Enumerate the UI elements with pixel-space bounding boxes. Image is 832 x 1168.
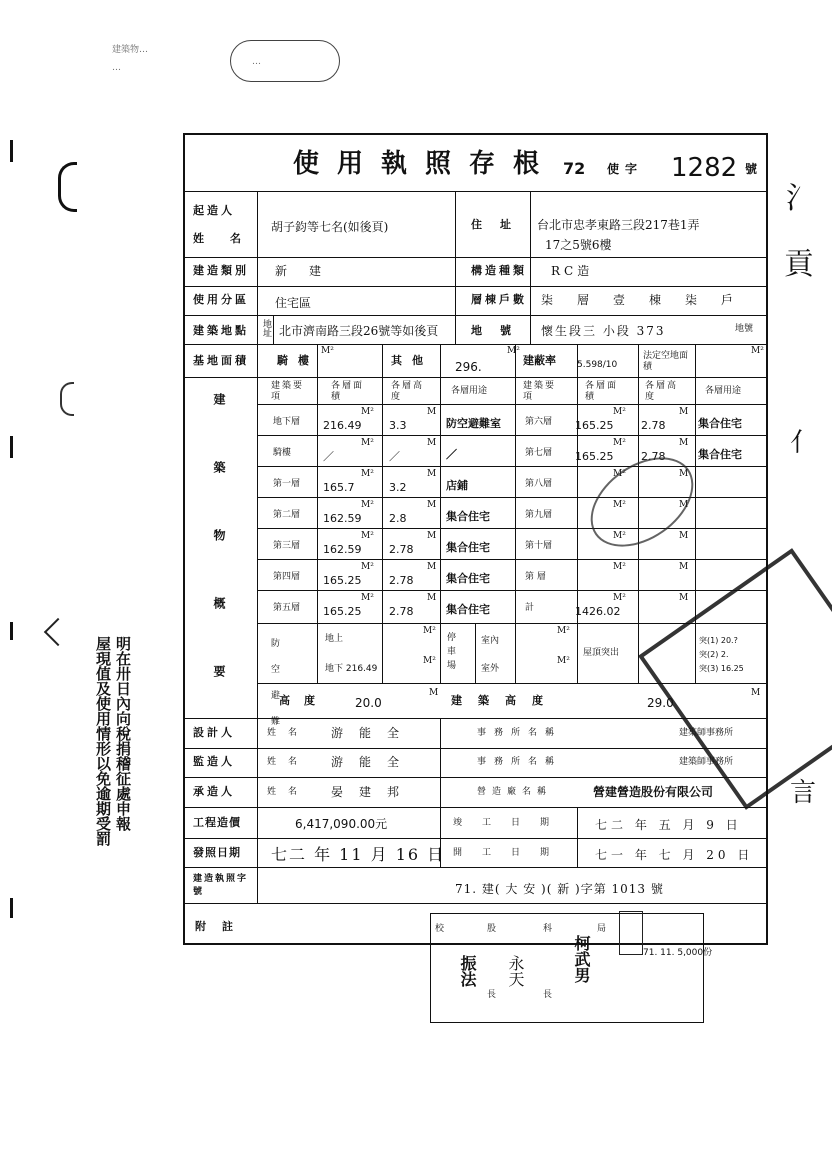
binding-mark [10, 140, 13, 162]
header-stamp [112, 44, 337, 86]
applicant-name: 胡子鈞等七名(如後頁) [271, 220, 389, 234]
building-permit-value: 71. 建( 大 安 )( 新 )字第 1013 號 [455, 882, 664, 896]
shelter-below: 地下 216.49 [325, 664, 378, 674]
unit-m2: M² [321, 346, 334, 356]
hole-punch-mark [58, 162, 77, 212]
unit-m: M [679, 469, 689, 479]
unit-m2: M² [361, 531, 374, 541]
suffix-2: 長 [543, 990, 553, 1000]
designer-name: 游能全 [331, 726, 416, 740]
unit-m: M [751, 688, 761, 698]
site-area-label: 基地面積 [193, 354, 249, 367]
suffix-1: 長 [487, 990, 497, 1000]
seal-box-icon [619, 911, 643, 955]
rule [185, 377, 766, 378]
floor-label: 第一層 [273, 479, 301, 489]
unit-m2: M² [361, 407, 374, 417]
floor-area: ／ [323, 450, 334, 463]
rule [185, 286, 766, 287]
designer-label: 設計人 [193, 726, 235, 739]
officer-2-seal: 永天 [506, 955, 525, 987]
cost-label: 工程造價 [193, 816, 241, 829]
unit-m: M [429, 688, 439, 698]
floor-label: 地下層 [273, 417, 301, 427]
floor-label: 第 層 [525, 572, 546, 582]
rule [455, 316, 456, 344]
rule [475, 623, 476, 683]
rule [257, 435, 766, 436]
roof-value-2: 突(2) 2. [699, 650, 729, 659]
unit-m: M [679, 500, 689, 510]
officer-3-seal: 柯武男 [572, 935, 591, 983]
completion-value: 七二 年 五 月 9 日 [595, 818, 742, 832]
address-line-2: 17之5號6樓 [545, 238, 612, 252]
header-seal-text: … [252, 57, 261, 67]
floor-label: 第五層 [273, 603, 301, 613]
supervisor-name: 游能全 [331, 755, 416, 769]
rule [577, 807, 578, 868]
height-label: 高度 [279, 694, 329, 707]
col-height-header-right: 各層高度 [645, 381, 679, 402]
cost-value: 6,417,090.00元 [295, 817, 388, 831]
designer-name-label: 姓名 [267, 728, 310, 738]
unit-m: M [427, 438, 437, 448]
overview-vertical-label: 建築物概要 [212, 393, 226, 733]
binding-mark [10, 898, 13, 918]
designer-office-label: 事務所名稱 [477, 728, 563, 738]
unit-m2: M² [613, 531, 626, 541]
edge-mark: 貢 [784, 247, 814, 282]
unit-m2: M² [751, 346, 764, 356]
unit-m: M [679, 407, 689, 417]
unit-m2: M² [361, 593, 374, 603]
use-zone-label: 使用分區 [193, 293, 249, 306]
site-addr-tag: 地址 [261, 319, 271, 337]
rule [185, 777, 766, 778]
rule [257, 590, 766, 591]
site-area-other-value: 296. [455, 360, 482, 374]
rule [317, 344, 318, 683]
floor-label: 第九層 [525, 510, 553, 520]
rule [257, 528, 766, 529]
rule [185, 903, 766, 904]
unit-m2: M² [557, 626, 570, 636]
floor-use: ／ [446, 448, 457, 461]
roof-value-1: 突(1) 20.? [699, 636, 738, 645]
col-item-header: 建築要項 [271, 381, 305, 402]
floor-height: 3.2 [389, 481, 407, 494]
designer-office-suffix: 建築師事務所 [679, 728, 734, 738]
parking-indoor: 室內 [481, 636, 500, 646]
floor-area: 165.7 [323, 481, 355, 494]
permit-suffix: 號 [745, 162, 758, 176]
rule [185, 344, 766, 345]
floor-label: 第四層 [273, 572, 301, 582]
building-permit-label: 建造執照字號 [193, 874, 249, 897]
approval-stamp-2: 股 [487, 924, 497, 934]
contractor-name-label: 姓名 [267, 787, 310, 797]
approval-stamp-4: 局 [597, 924, 607, 934]
lot-value: 懷生段三 小段 373 [541, 324, 666, 338]
approval-stamp-1: 校 [435, 924, 445, 934]
binding-mark [10, 622, 13, 640]
floor-height: 2.78 [389, 605, 414, 618]
site-label: 建築地點 [193, 324, 249, 337]
binding-mark [10, 436, 13, 458]
print-note: 71. 11. 5,000份 [643, 948, 713, 958]
coverage-ratio-value: 5.598/10 [577, 360, 618, 370]
side-note-left-col: 屋現值及使用情形以免逾期受罰 [94, 636, 112, 846]
floor-area: 162.59 [323, 512, 362, 525]
unit-m2: M² [361, 438, 374, 448]
floors-units-label: 層棟戶數 [471, 293, 527, 306]
supervisor-label: 監造人 [193, 755, 235, 768]
header-stamp-line2: … [112, 63, 121, 73]
start-date-label: 開工日期 [453, 848, 570, 858]
rule [257, 559, 766, 560]
rule [185, 191, 766, 192]
contractor-label: 承造人 [193, 785, 235, 798]
rule [257, 404, 766, 405]
unit-m2: M² [613, 469, 626, 479]
floor-height: 2.78 [641, 450, 666, 463]
unit-m2: M² [557, 656, 570, 666]
rule [273, 316, 274, 344]
floor-height: 2.78 [389, 543, 414, 556]
floor-height: ／ [389, 450, 400, 463]
hole-punch-mark [60, 382, 74, 416]
rule [577, 623, 578, 683]
floor-area: 1426.02 [575, 605, 621, 618]
parking-label: 停車場 [447, 633, 457, 671]
edge-mark: 言 [790, 778, 817, 808]
floor-use: 集合住宅 [446, 510, 490, 523]
roof-value-3: 突(3) 16.25 [699, 664, 744, 673]
contractor-company: 營建營造股份有限公司 [593, 785, 714, 799]
site-value: 北市濟南路三段26號等如後頁 [279, 324, 439, 338]
col-area-header-right: 各層面積 [585, 381, 619, 402]
approval-stamp-3: 科 [543, 924, 553, 934]
col-item-header-right: 建築要項 [523, 381, 557, 402]
officer-1-seal: 振法 [458, 955, 477, 987]
floor-label: 第六層 [525, 417, 553, 427]
height-value: 20.0 [355, 696, 382, 710]
unit-m: M [679, 531, 689, 541]
floor-use: 防空避難室 [446, 417, 501, 430]
permit-stub-form [183, 133, 768, 1000]
floor-label: 第三層 [273, 541, 301, 551]
permit-char: 使字 [607, 162, 644, 176]
edge-mark: 亻 [790, 428, 817, 458]
floor-height: 3.3 [389, 419, 407, 432]
total-height-value: 29.0 [647, 696, 674, 710]
issue-date-value: 七二 年 11 月 16 日 [271, 845, 446, 864]
floor-label: 騎樓 [273, 448, 292, 458]
unit-m2: M² [613, 593, 626, 603]
supervisor-office-label: 事務所名稱 [477, 757, 563, 767]
use-zone-value: 住宅區 [275, 296, 312, 310]
header-stamp-line1: 建築物… [112, 45, 149, 55]
rule [257, 191, 258, 903]
rule [515, 623, 516, 683]
rule [185, 748, 766, 749]
unit-m2: M² [507, 346, 520, 356]
floor-use: 集合住宅 [446, 541, 490, 554]
floor-use: 集合住宅 [698, 417, 742, 430]
floor-area: 165.25 [323, 605, 362, 618]
floor-label: 第八層 [525, 479, 553, 489]
unit-m2: M² [423, 656, 436, 666]
form-title: 使用執照存根 [293, 149, 558, 179]
parking-outdoor: 室外 [481, 664, 500, 674]
floor-height: 2.78 [389, 574, 414, 587]
floor-area: 216.49 [323, 419, 362, 432]
col-use-header-right: 各層用途 [705, 386, 742, 396]
rule [530, 191, 531, 344]
shelter-above: 地上 [325, 634, 344, 644]
supervisor-office-suffix: 建築師事務所 [679, 757, 734, 767]
floor-height: 2.8 [389, 512, 407, 525]
floor-area: 165.25 [575, 450, 614, 463]
start-date-value: 七一 年 七 月 20 日 [595, 848, 754, 862]
open-space-label: 法定空地面積 [643, 351, 689, 372]
unit-m2: M² [613, 407, 626, 417]
structure-type-label: 構造種類 [471, 264, 527, 277]
unit-m: M [427, 407, 437, 417]
floor-area: 165.25 [323, 574, 362, 587]
col-area-header: 各層面積 [331, 381, 365, 402]
permit-year: 72 [563, 159, 586, 178]
floor-use: 集合住宅 [446, 603, 490, 616]
issue-date-label: 發照日期 [193, 846, 241, 859]
address-line-1: 台北市忠孝東路三段217巷1弄 [537, 218, 700, 232]
rule [257, 838, 258, 903]
unit-m: M [427, 500, 437, 510]
rule [185, 867, 766, 868]
col-use-header: 各層用途 [451, 386, 488, 396]
rule [185, 257, 766, 258]
unit-m: M [679, 562, 689, 572]
building-category-value: 新建 [275, 264, 344, 278]
contractor-company-label: 營造廠名稱 [477, 787, 553, 797]
supervisor-name-label: 姓名 [267, 757, 310, 767]
floor-area: 162.59 [323, 543, 362, 556]
hole-punch-mark [44, 618, 72, 646]
lot-suffix: 地號 [735, 324, 754, 334]
round-seal-icon [230, 40, 340, 82]
corner-seal-icon [638, 548, 832, 810]
floor-label: 計 [525, 603, 535, 613]
site-area-other-label: 其他 [391, 354, 433, 367]
floor-label: 第二層 [273, 510, 301, 520]
site-area-arcade-label: 騎樓 [277, 354, 319, 367]
rule [185, 807, 766, 808]
unit-m2: M² [613, 562, 626, 572]
rule [382, 344, 383, 683]
structure-type-value: RC造 [551, 264, 594, 278]
applicant-label-1: 起造人 [193, 204, 235, 217]
shelter-label: 防空避難 [271, 639, 281, 727]
unit-m2: M² [361, 500, 374, 510]
coverage-ratio-label: 建蔽率 [523, 354, 556, 367]
floor-label: 第十層 [525, 541, 553, 551]
unit-m: M [679, 438, 689, 448]
address-label: 住址 [471, 218, 529, 231]
floor-use: 店鋪 [446, 479, 468, 492]
total-height-label: 建築高度 [451, 694, 559, 707]
unit-m2: M² [361, 469, 374, 479]
unit-m2: M² [361, 562, 374, 572]
rule [185, 838, 766, 839]
floor-height: 2.78 [641, 419, 666, 432]
unit-m2: M² [613, 500, 626, 510]
unit-m: M [679, 593, 689, 603]
note-label: 附註 [195, 920, 249, 933]
completion-label: 竣工日期 [453, 818, 570, 828]
contractor-name: 晏建邦 [331, 785, 416, 799]
permit-number: 1282 [671, 153, 738, 183]
unit-m: M [427, 469, 437, 479]
unit-m: M [427, 593, 437, 603]
rule [257, 466, 766, 467]
floor-area: 165.25 [575, 419, 614, 432]
floor-use: 集合住宅 [446, 572, 490, 585]
floor-label: 第七層 [525, 448, 553, 458]
roof-label: 屋頂突出 [583, 648, 620, 658]
applicant-label-2: 姓名 [193, 232, 267, 245]
side-note-right-col: 明在卅日內向稅捐稽征處申報 [114, 636, 132, 831]
rule [440, 623, 441, 683]
unit-m2: M² [423, 626, 436, 636]
floors-units-value: 柒層壹棟柒戶 [541, 293, 758, 307]
building-category-label: 建造類別 [193, 264, 249, 277]
unit-m: M [427, 531, 437, 541]
edge-mark: 氵 [786, 181, 816, 216]
unit-m: M [427, 562, 437, 572]
floor-use: 集合住宅 [698, 448, 742, 461]
col-height-header: 各層高度 [391, 381, 425, 402]
unit-m2: M² [613, 438, 626, 448]
lot-label: 地號 [471, 324, 529, 337]
